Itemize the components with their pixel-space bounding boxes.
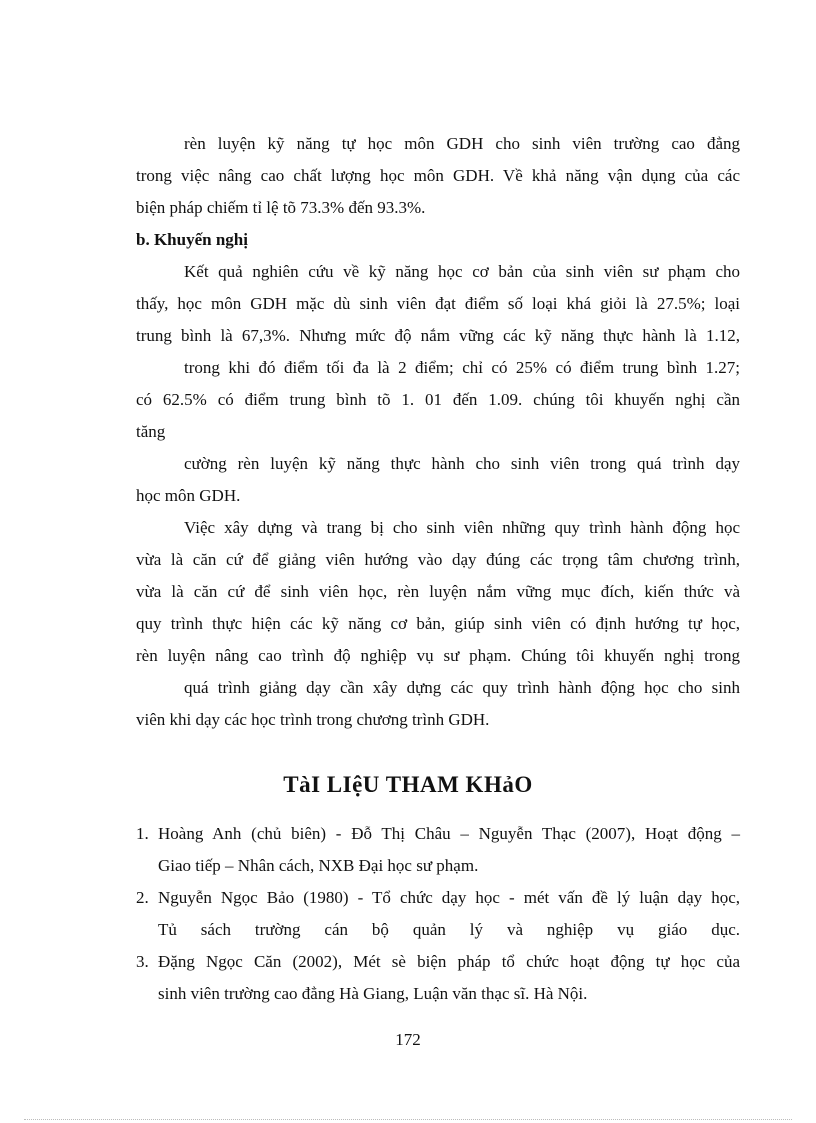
reference-line: sinh viên trường cao đẳng Hà Giang, Luận văn thạc sĩ. Hà Nội.: [158, 984, 588, 1003]
paragraph-line: vừa là căn cứ để giảng viên hướng vào dạy đúng các trọng tâm chương trình,: [136, 550, 740, 569]
paragraph-line: trong khi đó điểm tối đa là 2 điểm; chỉ có 25% có điểm trung bình 1.27;: [184, 358, 740, 377]
reference-item: [136, 818, 740, 882]
paragraph-line: rèn luyện kỹ năng tự học môn GDH cho sinh viên trường cao đẳng: [184, 134, 740, 153]
reference-line: Hoàng Anh (chủ biên) - Đỗ Thị Châu – Nguyễn Thạc (2007), Hoạt động –: [158, 824, 740, 843]
paragraph-line: cường rèn luyện kỹ năng thực hành cho sinh viên trong quá trình dạy: [184, 454, 740, 473]
paragraph-line: Việc xây dựng và trang bị cho sinh viên những quy trình hành động học: [184, 518, 740, 537]
reference-number: 3.: [136, 952, 149, 971]
paragraph-line: có 62.5% có điểm trung bình tõ 1. 01 đến 1.09. chúng tôi khuyến nghị cần: [136, 390, 740, 409]
paragraph-line: Kết quả nghiên cứu về kỹ năng học cơ bản của sinh viên sư phạm cho: [184, 262, 740, 281]
reference-line: Tủ sách trường cán bộ quản lý và nghiệp vụ giáo dục.: [158, 920, 740, 939]
footer-divider: [24, 1119, 792, 1120]
paragraph-line: quá trình giảng dạy cần xây dựng các quy trình hành động học cho sinh: [184, 678, 740, 697]
section-heading: b. Khuyến nghị: [136, 230, 248, 249]
paragraph-line: tăng: [136, 422, 166, 441]
reference-number: 2.: [136, 888, 149, 907]
paragraph-line: học môn GDH.: [136, 486, 241, 505]
page-number: 172: [395, 1030, 421, 1049]
reference-line: Đặng Ngọc Căn (2002), Mét sè biện pháp tổ chức hoạt động tự học của: [158, 952, 740, 971]
paragraph-line: trung bình là 67,3%. Nhưng mức độ nắm vững các kỹ năng thực hành là 1.12,: [136, 326, 740, 345]
reference-item: [136, 882, 740, 946]
paragraph-line: trong việc nâng cao chất lượng học môn GDH. Về khả năng vận dụng của các: [136, 166, 740, 185]
references-title: TàI LIệU THAM KHảO: [283, 772, 533, 797]
reference-line: Nguyễn Ngọc Bảo (1980) - Tổ chức dạy học - mét vấn đề lý luận dạy học,: [158, 888, 740, 907]
paragraph-line: biện pháp chiếm tỉ lệ tõ 73.3% đến 93.3%.: [136, 198, 426, 217]
reference-number: 1.: [136, 824, 149, 843]
references-list: [136, 818, 740, 1010]
paragraph-line: rèn luyện nâng cao trình độ nghiệp vụ sư phạm. Chúng tôi khuyến nghị trong: [136, 646, 740, 665]
paragraph-line: viên khi dạy các học trình trong chương trình GDH.: [136, 710, 490, 729]
paragraph-line: vừa là căn cứ để sinh viên học, rèn luyện nắm vững mục đích, kiến thức và: [136, 582, 740, 601]
reference-item: [136, 946, 740, 1010]
body-text: [136, 128, 740, 736]
reference-line: Giao tiếp – Nhân cách, NXB Đại học sư phạm.: [158, 856, 479, 875]
paragraph-line: quy trình thực hiện các kỹ năng cơ bản, giúp sinh viên có định hướng tự học,: [136, 614, 740, 633]
paragraph-line: thấy, học môn GDH mặc dù sinh viên đạt điểm số loại khá giỏi là 27.5%; loại: [136, 294, 740, 313]
